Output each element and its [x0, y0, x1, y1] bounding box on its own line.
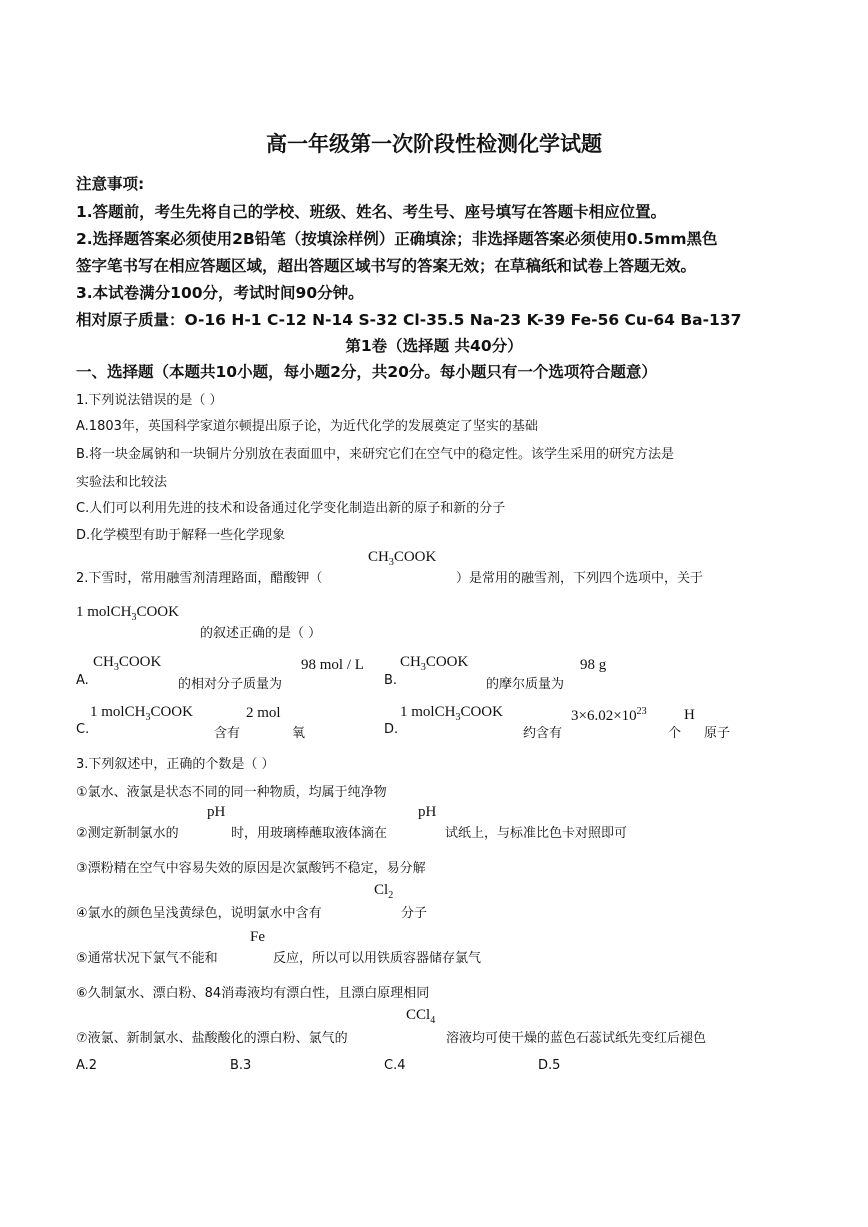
- q2-optD-text: 约含有: [523, 726, 563, 741]
- q3-s5-formula: Fe: [250, 929, 265, 945]
- q2-optD-label: D.: [384, 722, 399, 737]
- q3-statement-4b: 分子: [401, 906, 428, 921]
- page-title: 高一年级第一次阶段性检测化学试题: [266, 132, 602, 156]
- q2-stem-b: ）是常用的融雪剂，下列四个选项中，关于: [456, 571, 704, 586]
- q3-s7-formula: CCl$_4$: [406, 1007, 436, 1026]
- q3-statement-2b: 时，用玻璃棒蘸取液体滴在: [231, 826, 388, 841]
- note-3: 3.本试卷满分100分，考试时间90分钟。: [76, 284, 364, 302]
- q3-s2-ph2: pH: [418, 804, 437, 820]
- q2-optC-tail: 氧: [292, 726, 306, 741]
- q2-optB-text: 的摩尔质量为: [486, 677, 565, 692]
- q3-statement-4a: ④氯水的颜色呈浅黄绿色，说明氯水中含有: [76, 906, 322, 921]
- q2-optC-text: 含有: [214, 726, 241, 741]
- q2-optD-value: $3\times 6.02\times 10^{23}$: [571, 706, 647, 724]
- q1-option-a: A.1803年，英国科学家道尔顿提出原子论，为近代化学的发展奠定了坚实的基础: [76, 419, 538, 434]
- q2-optA-value: 98 mol / L: [301, 657, 364, 673]
- q1-option-b-line2: 实验法和比较法: [76, 475, 168, 490]
- q2-optB-value: 98 g: [580, 657, 607, 673]
- q2-formula-mol: 1 molCH$_3$COOK: [76, 604, 179, 623]
- q2-optA-formula: $CH_3COOK$: [93, 654, 162, 673]
- q2-optB-label: B.: [384, 673, 398, 688]
- q2-optD-tail: 原子: [704, 726, 731, 741]
- q2-stem-c: 的叙述正确的是（ ）: [200, 626, 322, 641]
- q1-stem: 1.下列说法错误的是（ ）: [76, 393, 223, 408]
- q3-option-d: D.5: [538, 1058, 561, 1073]
- q2-formula-top: $CH_3COOK$: [368, 549, 437, 568]
- q3-s4-formula: $Cl_2$: [374, 882, 394, 901]
- q2-optC-formula: 1 molCH$_3$COOK: [90, 704, 193, 723]
- q3-statement-7b: 溶液均可使干燥的蓝色石蕊试纸先变红后褪色: [446, 1031, 707, 1046]
- q1-option-b-line1: B.将一块金属钠和一块铜片分别放在表面皿中，来研究它们在空气中的稳定性。该学生采用的研究方法是: [76, 447, 675, 462]
- note-1: 1.答题前，考生先将自己的学校、班级、姓名、考生号、座号填写在答题卡相应位置。: [76, 203, 667, 221]
- q2-optD-H: H: [684, 707, 695, 723]
- q3-statement-5b: 反应，所以可以用铁质容器储存氯气: [273, 951, 482, 966]
- q2-optB-formula: $CH_3COOK$: [400, 654, 469, 673]
- q2-optA-label: A.: [76, 673, 89, 688]
- q3-statement-5a: ⑤通常状况下氯气不能和: [76, 951, 218, 966]
- q3-option-c: C.4: [384, 1058, 406, 1073]
- atomic-masses: 相对原子质量：O-16 H-1 C-12 N-14 S-32 Cl-35.5 Na-23 K-39 Fe-56 Cu-64 Ba-137: [76, 311, 742, 329]
- q2-stem-a: 2.下雪时，常用融雪剂清理路面，醋酸钾（: [76, 571, 323, 586]
- q3-statement-2c: 试纸上，与标准比色卡对照即可: [445, 826, 628, 841]
- q2-optD-mid: 个: [668, 726, 682, 741]
- q2-optC-value: 2 mol: [246, 705, 281, 721]
- q2-optD-formula: 1 molCH$_3$COOK: [400, 704, 503, 723]
- q3-option-b: B.3: [230, 1058, 252, 1073]
- volume-title: 第1卷（选择题 共40分）: [345, 337, 523, 355]
- q2-optC-label: C.: [76, 722, 90, 737]
- q3-s2-ph1: pH: [207, 804, 226, 820]
- notes-heading: 注意事项:: [76, 175, 145, 193]
- q3-statement-6: ⑥久制氯水、漂白粉、84消毒液均有漂白性，且漂白原理相同: [76, 986, 430, 1001]
- section-1-title: 一、选择题（本题共10小题，每小题2分，共20分。每小题只有一个选项符合题意）: [76, 363, 657, 381]
- q3-option-a: A.2: [76, 1058, 98, 1073]
- note-2b: 签字笔书写在相应答题区域，超出答题区域书写的答案无效；在草稿纸和试卷上答题无效。: [76, 257, 697, 275]
- q2-optA-text: 的相对分子质量为: [178, 677, 283, 692]
- q3-stem: 3.下列叙述中，正确的个数是（ ）: [76, 757, 275, 772]
- q1-option-c: C.人们可以利用先进的技术和设备通过化学变化制造出新的原子和新的分子: [76, 501, 506, 516]
- q1-option-d: D.化学模型有助于解释一些化学现象: [76, 528, 286, 543]
- q3-statement-2a: ②测定新制氯水的: [76, 826, 179, 841]
- q3-statement-7a: ⑦液氯、新制氯水、盐酸酸化的漂白粉、氯气的: [76, 1031, 348, 1046]
- q3-statement-1: ①氯水、液氯是状态不同的同一种物质，均属于纯净物: [76, 785, 387, 800]
- q3-statement-3: ③漂粉精在空气中容易失效的原因是次氯酸钙不稳定，易分解: [76, 861, 426, 876]
- note-2a: 2.选择题答案必须使用2B铅笔（按填涂样例）正确填涂；非选择题答案必须使用0.5mm黑色: [76, 230, 718, 248]
